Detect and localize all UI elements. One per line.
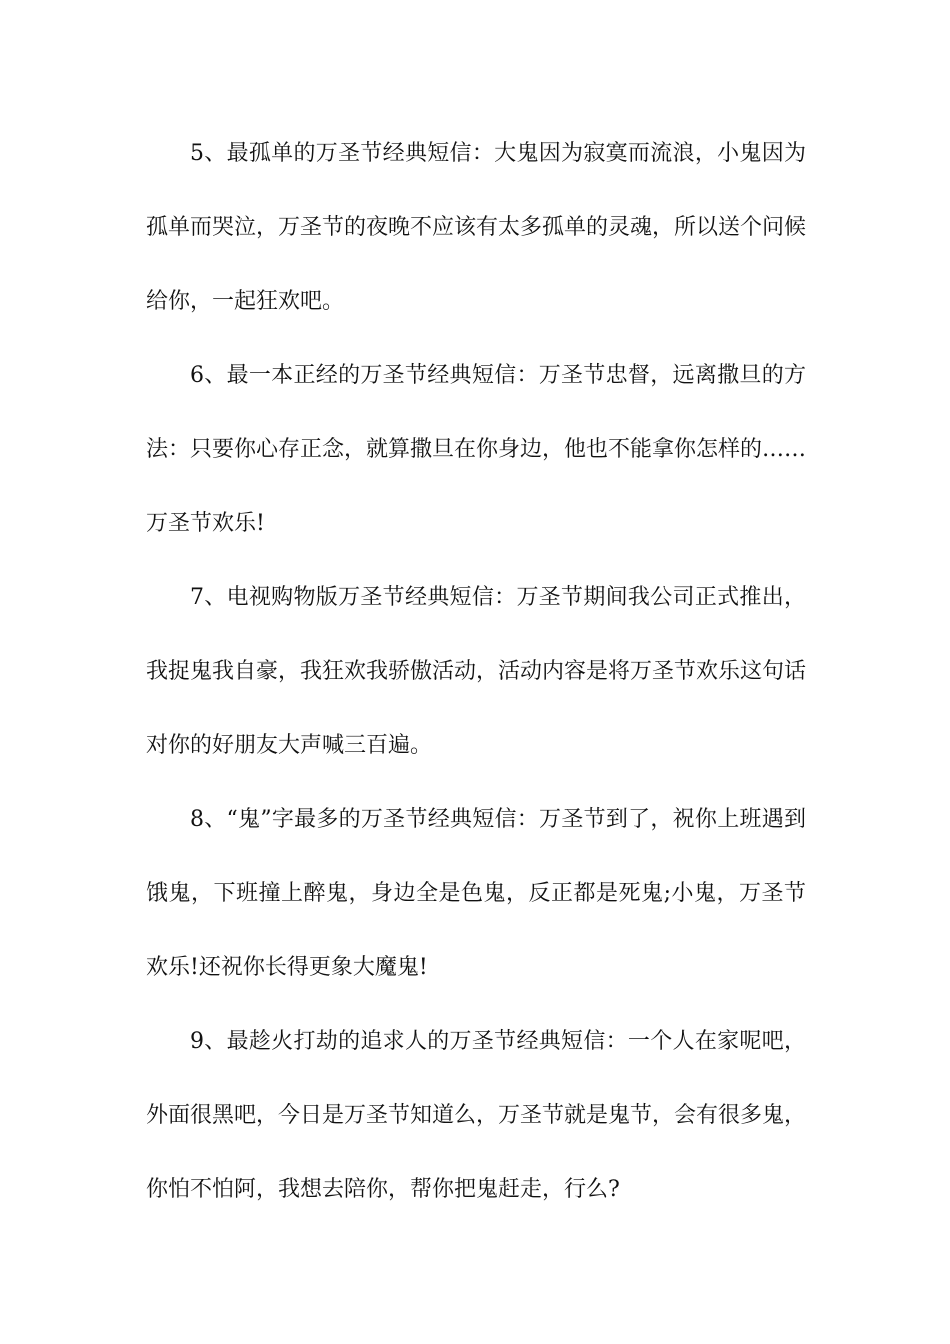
paragraph-5: 5、最孤单的万圣节经典短信：大鬼因为寂寞而流浪，小鬼因为孤单而哭泣，万圣节的夜晚不应该有太多孤单的灵魂，所以送个问候给你，一起狂欢吧。 (146, 141, 807, 314)
paragraph-7: 7、电视购物版万圣节经典短信：万圣节期间我公司正式推出，我捉鬼我自豪，我狂欢我骄傲活动，活动内容是将万圣节欢乐这句话对你的好朋友大声喊三百遍。 (146, 585, 807, 758)
paragraph-8: 8、“鬼”字最多的万圣节经典短信：万圣节到了，祝你上班遇到饿鬼，下班撞上醉鬼，身边全是色鬼，反正都是死鬼;小鬼，万圣节欢乐!还祝你长得更象大魔鬼! (146, 807, 806, 980)
document-body (146, 117, 806, 1227)
paragraph-6: 6、最一本正经的万圣节经典短信：万圣节忠督，远离撒旦的方法：只要你心存正念，就算撒旦在你身边，他也不能拿你怎样的……万圣节欢乐! (146, 363, 807, 536)
paragraph-9: 9、最趁火打劫的追求人的万圣节经典短信：一个人在家呢吧，外面很黑吧，今日是万圣节知道么，万圣节就是鬼节，会有很多鬼，你怕不怕阿，我想去陪你，帮你把鬼赶走，行么? (146, 1029, 807, 1202)
